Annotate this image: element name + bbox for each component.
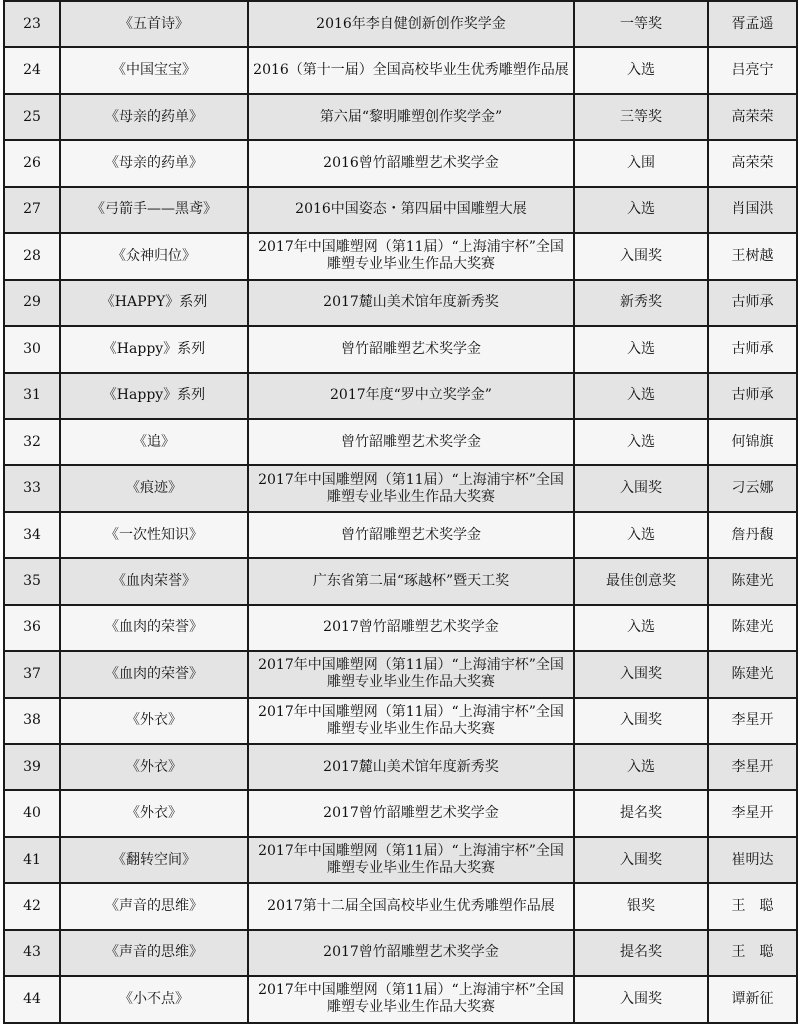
event-name-cell: 2017麓山美术馆年度新秀奖 [248,280,574,326]
row-number-cell: 26 [4,140,60,186]
awards-table [3,0,798,1024]
event-name-cell: 2016中国姿态・第四届中国雕塑大展 [248,187,574,233]
event-name-cell: 2017曾竹韶雕塑艺术奖学金 [248,930,574,976]
event-name-cell: 2017曾竹韶雕塑艺术奖学金 [248,790,574,836]
row-number-cell: 24 [4,47,60,93]
author-name-cell: 王 聪 [708,883,797,929]
author-name-cell: 崔明达 [708,837,797,883]
author-name-cell: 李星开 [708,744,797,790]
author-name-cell: 高荣荣 [708,94,797,140]
event-name-cell: 2017年中国雕塑网（第11届）“上海浦宇杯”全国雕塑专业毕业生作品大奖赛 [248,698,574,744]
work-title-cell: 《血肉的荣誉》 [60,651,248,697]
event-name-cell: 2017曾竹韶雕塑艺术奖学金 [248,605,574,651]
row-number-cell: 30 [4,326,60,372]
author-name-cell: 陈建光 [708,605,797,651]
author-name-cell: 吕亮宁 [708,47,797,93]
row-number-cell: 39 [4,744,60,790]
table-row [4,512,797,558]
event-name-cell: 2017第十二届全国高校毕业生优秀雕塑作品展 [248,883,574,929]
award-level-cell: 提名奖 [574,790,708,836]
table-row [4,326,797,372]
work-title-cell: 《HAPPY》系列 [60,280,248,326]
event-name-cell: 广东省第二届“琢越杯”暨天工奖 [248,558,574,604]
author-name-cell: 李星开 [708,698,797,744]
row-number-cell: 25 [4,94,60,140]
event-name-cell: 2016（第十一届）全国高校毕业生优秀雕塑作品展 [248,47,574,93]
event-name-cell: 曾竹韶雕塑艺术奖学金 [248,326,574,372]
award-level-cell: 入选 [574,419,708,465]
work-title-cell: 《母亲的药单》 [60,140,248,186]
table-row [4,744,797,790]
author-name-cell: 王树越 [708,233,797,279]
row-number-cell: 29 [4,280,60,326]
award-level-cell: 银奖 [574,883,708,929]
row-number-cell: 28 [4,233,60,279]
work-title-cell: 《声音的思维》 [60,930,248,976]
award-level-cell: 入选 [574,326,708,372]
table-row [4,558,797,604]
work-title-cell: 《母亲的药单》 [60,94,248,140]
event-name-cell: 第六届“黎明雕塑创作奖学金” [248,94,574,140]
table-row [4,465,797,511]
row-number-cell: 40 [4,790,60,836]
author-name-cell: 詹丹馥 [708,512,797,558]
work-title-cell: 《众神归位》 [60,233,248,279]
work-title-cell: 《外衣》 [60,698,248,744]
table-row [4,1,797,47]
author-name-cell: 肖国洪 [708,187,797,233]
row-number-cell: 44 [4,976,60,1022]
award-level-cell: 入选 [574,605,708,651]
event-name-cell: 2017麓山美术馆年度新秀奖 [248,744,574,790]
award-level-cell: 入选 [574,47,708,93]
table-row [4,930,797,976]
award-level-cell: 入围奖 [574,233,708,279]
author-name-cell: 何锦旗 [708,419,797,465]
table-row [4,47,797,93]
row-number-cell: 38 [4,698,60,744]
row-number-cell: 32 [4,419,60,465]
award-level-cell: 入围奖 [574,976,708,1022]
row-number-cell: 31 [4,373,60,419]
author-name-cell: 陈建光 [708,558,797,604]
table-row [4,373,797,419]
work-title-cell: 《中国宝宝》 [60,47,248,93]
table-row [4,651,797,697]
award-level-cell: 新秀奖 [574,280,708,326]
table-row [4,187,797,233]
author-name-cell: 古师承 [708,326,797,372]
work-title-cell: 《痕迹》 [60,465,248,511]
award-level-cell: 入选 [574,744,708,790]
award-level-cell: 入选 [574,373,708,419]
award-level-cell: 一等奖 [574,1,708,47]
work-title-cell: 《Happy》系列 [60,373,248,419]
table-row [4,280,797,326]
event-name-cell: 2017年中国雕塑网（第11届）“上海浦宇杯”全国雕塑专业毕业生作品大奖赛 [248,651,574,697]
award-level-cell: 入围奖 [574,465,708,511]
table-row [4,140,797,186]
row-number-cell: 36 [4,605,60,651]
award-level-cell: 入围奖 [574,651,708,697]
award-level-cell: 提名奖 [574,930,708,976]
event-name-cell: 曾竹韶雕塑艺术奖学金 [248,419,574,465]
author-name-cell: 王 聪 [708,930,797,976]
work-title-cell: 《Happy》系列 [60,326,248,372]
table-row [4,605,797,651]
work-title-cell: 《一次性知识》 [60,512,248,558]
row-number-cell: 33 [4,465,60,511]
work-title-cell: 《弓箭手——黑鸢》 [60,187,248,233]
award-level-cell: 三等奖 [574,94,708,140]
row-number-cell: 43 [4,930,60,976]
row-number-cell: 41 [4,837,60,883]
awards-table-body [4,1,797,1023]
work-title-cell: 《翻转空间》 [60,837,248,883]
work-title-cell: 《五首诗》 [60,1,248,47]
table-row [4,419,797,465]
row-number-cell: 23 [4,1,60,47]
event-name-cell: 2017年中国雕塑网（第11届）“上海浦宇杯”全国雕塑专业毕业生作品大奖赛 [248,233,574,279]
event-name-cell: 2016曾竹韶雕塑艺术奖学金 [248,140,574,186]
table-row [4,698,797,744]
author-name-cell: 古师承 [708,373,797,419]
author-name-cell: 刁云娜 [708,465,797,511]
row-number-cell: 27 [4,187,60,233]
row-number-cell: 37 [4,651,60,697]
table-row [4,883,797,929]
work-title-cell: 《血肉荣誉》 [60,558,248,604]
author-name-cell: 古师承 [708,280,797,326]
work-title-cell: 《外衣》 [60,744,248,790]
award-level-cell: 入围奖 [574,837,708,883]
work-title-cell: 《血肉的荣誉》 [60,605,248,651]
work-title-cell: 《追》 [60,419,248,465]
work-title-cell: 《外衣》 [60,790,248,836]
table-row [4,233,797,279]
row-number-cell: 34 [4,512,60,558]
event-name-cell: 2016年李自健创新创作奖学金 [248,1,574,47]
author-name-cell: 陈建光 [708,651,797,697]
award-level-cell: 入选 [574,187,708,233]
row-number-cell: 35 [4,558,60,604]
work-title-cell: 《小不点》 [60,976,248,1022]
work-title-cell: 《声音的思维》 [60,883,248,929]
author-name-cell: 李星开 [708,790,797,836]
author-name-cell: 高荣荣 [708,140,797,186]
table-row [4,94,797,140]
award-level-cell: 入选 [574,512,708,558]
author-name-cell: 谭新征 [708,976,797,1022]
table-row [4,837,797,883]
row-number-cell: 42 [4,883,60,929]
event-name-cell: 2017年中国雕塑网（第11届）“上海浦宇杯”全国雕塑专业毕业生作品大奖赛 [248,837,574,883]
award-level-cell: 最佳创意奖 [574,558,708,604]
table-row [4,976,797,1022]
event-name-cell: 曾竹韶雕塑艺术奖学金 [248,512,574,558]
event-name-cell: 2017年中国雕塑网（第11届）“上海浦宇杯”全国雕塑专业毕业生作品大奖赛 [248,976,574,1022]
table-row [4,790,797,836]
award-level-cell: 入围 [574,140,708,186]
author-name-cell: 胥孟遥 [708,1,797,47]
event-name-cell: 2017年度“罗中立奖学金” [248,373,574,419]
award-level-cell: 入围奖 [574,698,708,744]
event-name-cell: 2017年中国雕塑网（第11届）“上海浦宇杯”全国雕塑专业毕业生作品大奖赛 [248,465,574,511]
